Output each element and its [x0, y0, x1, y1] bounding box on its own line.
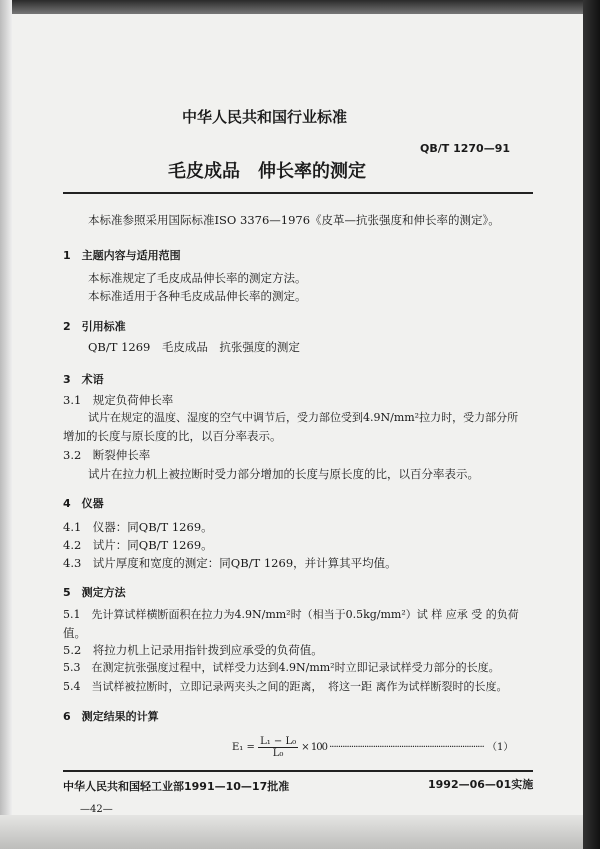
s5-item-1: 5.1 先计算试样横断面积在拉力为4.9N/mm²时（相当于0.5kg/mm²）试 样 应承 受 的负荷	[63, 608, 519, 621]
s4-item-3: 4.3 试片厚度和宽度的测定：同QB/T 1269，并计算其平均值。	[63, 556, 397, 570]
formula-numerator: L₁ − L₀	[260, 736, 297, 747]
s5-item-3: 5.3 在测定抗张强度过程中，试样受力达到4.9N/mm²时立即记录试样受力部分的长度。	[63, 661, 500, 674]
formula-lhs: E₁ =	[232, 742, 255, 753]
formula	[232, 736, 513, 760]
section-5-heading: 5 测定方法	[63, 586, 126, 599]
s5-item-2: 5.2 将拉力机上记录用指针拨到应承受的负荷值。	[63, 643, 323, 657]
section-6-heading: 6 测定结果的计算	[63, 710, 159, 723]
s3-2-title: 3.2 断裂伸长率	[63, 448, 151, 462]
doc-title: 毛皮成品 伸长率的测定	[168, 161, 366, 182]
scan-right-edge	[583, 0, 600, 849]
s1-para-1: 本标准规定了毛皮成品伸长率的测定方法。	[88, 271, 307, 285]
standard-code: QB/T 1270—91	[420, 142, 511, 155]
scan-top-edge	[0, 0, 600, 14]
s4-item-2: 4.2 试片：同QB/T 1269。	[63, 538, 213, 552]
approval-text: 中华人民共和国轻工业部1991—10—17批准	[63, 780, 290, 793]
s2-para-1: QB/T 1269 毛皮成品 抗张强度的测定	[88, 340, 300, 354]
formula-denominator: L₀	[272, 748, 284, 759]
formula-fraction	[258, 736, 298, 759]
s1-para-2: 本标准适用于各种毛皮成品伸长率的测定。	[88, 289, 307, 303]
section-2-heading: 2 引用标准	[63, 320, 126, 333]
section-4-heading: 4 仪器	[63, 497, 104, 510]
s5-item-4: 5.4 当试样被拉断时，立即记录两夹头之间的距离， 将这一距 离作为试样断裂时的长度。	[63, 680, 508, 693]
s4-item-1: 4.1 仪器：同QB/T 1269。	[63, 520, 213, 534]
header-rule	[63, 192, 533, 194]
formula-rhs: × 100 ·······································································	[301, 742, 484, 753]
page-number: —42—	[80, 804, 113, 815]
formula-number: （1）	[487, 742, 514, 753]
s3-1-title: 3.1 规定负荷伸长率	[63, 393, 174, 407]
footer-rule	[63, 770, 533, 772]
scan-bottom-edge	[0, 815, 583, 849]
s3-1-line-1: 试片在规定的温度、湿度的空气中调节后，受力部位受到4.9N/mm²拉力时，受力部分所	[88, 411, 519, 424]
intro-text: 本标准参照采用国际标准ISO 3376—1976《皮革—抗张强度和伸长率的测定》。	[88, 213, 500, 227]
effective-date: 1992—06—01实施	[428, 778, 534, 791]
section-1-heading: 1 主题内容与适用范围	[63, 249, 181, 262]
s3-2-line-1: 试片在拉力机上被拉断时受力部分增加的长度与原长度的比，以百分率表示。	[88, 467, 479, 481]
s5-item-1-cont: 值。	[63, 626, 86, 640]
scan-left-edge	[0, 0, 12, 849]
s3-1-line-2: 增加的长度与原长度的比，以百分率表示。	[63, 429, 282, 443]
section-3-heading: 3 术语	[63, 373, 104, 386]
org-title: 中华人民共和国行业标准	[182, 108, 348, 126]
